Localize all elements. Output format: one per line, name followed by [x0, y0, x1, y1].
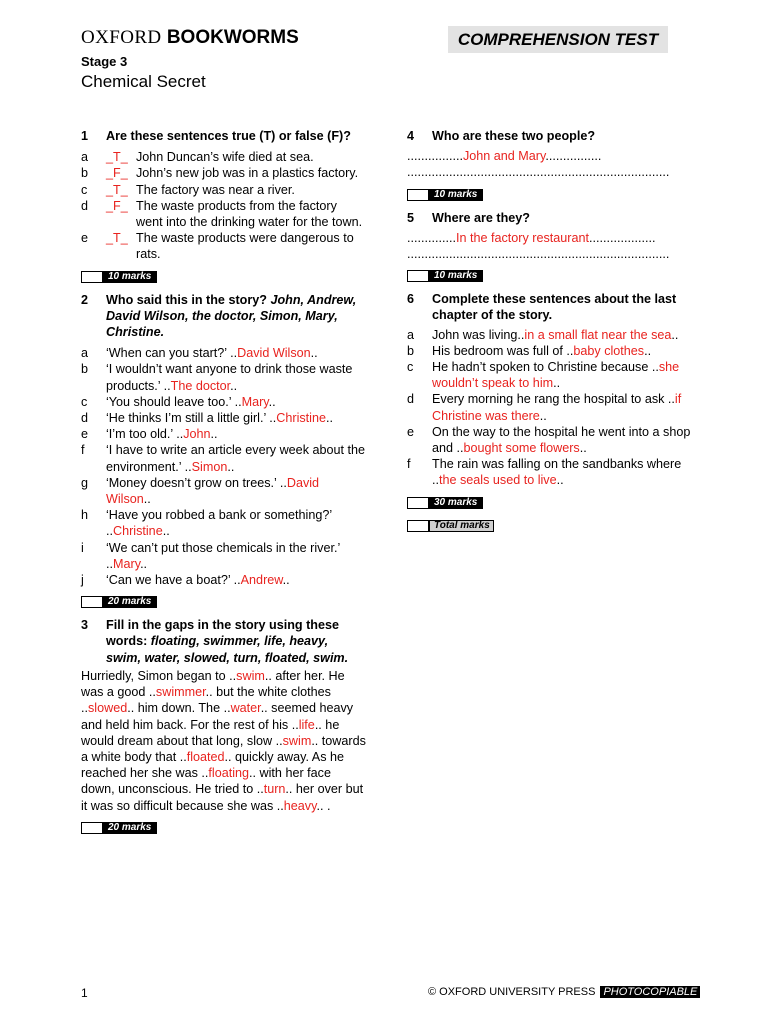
question-prompt	[106, 292, 366, 341]
question-title	[407, 291, 692, 323]
paragraph-text: .. her over but it was so difficult because she was ..	[81, 782, 364, 813]
score-entry-box[interactable]	[407, 189, 429, 201]
question-number: 3	[81, 618, 89, 633]
item-body	[106, 540, 366, 572]
item-letter: e	[81, 231, 89, 246]
word-bank: floating, swimmer, life, heavy, swim, water, slowed, turn, floated, swim.	[106, 634, 349, 665]
item-text: John’s new job was in a plastics factory.	[136, 166, 359, 181]
paragraph-text: .. .	[316, 798, 331, 813]
question-title	[81, 617, 366, 666]
item-letter: i	[81, 540, 84, 555]
right-column	[407, 128, 692, 541]
item-body	[106, 475, 366, 507]
item-body	[432, 424, 692, 456]
item-text: The waste products were dangerous to rats.	[136, 231, 354, 262]
item-body	[106, 361, 366, 393]
true-false-list	[81, 149, 366, 262]
test-type-label: COMPREHENSION TEST	[448, 26, 668, 53]
paragraph-text: .. seemed heavy and held him back. For the rest of his ..	[81, 701, 354, 732]
tf-answer: _F_	[106, 198, 128, 213]
list-item	[81, 572, 366, 588]
tf-answer: _T_	[106, 182, 128, 197]
item-body	[106, 410, 366, 426]
prompt-text: Who said this in the story?	[106, 292, 271, 307]
item-tail: ..	[326, 411, 333, 426]
stage-label: Stage 3	[81, 54, 128, 69]
item-text: ‘Have you robbed a bank or something?’ ..	[106, 508, 332, 539]
paragraph-text: .. quickly away. As he reached her she was ..	[81, 749, 344, 781]
item-text: On the way to the hospital he went into a shop and ..	[432, 424, 691, 456]
marks-box	[407, 270, 692, 282]
question-title	[407, 128, 692, 144]
paragraph-text: .. towards a white body that ..	[81, 733, 366, 764]
item-tail: ..	[310, 346, 318, 361]
prompt-text: Fill in the gaps in the story using these words:	[106, 618, 340, 649]
list-item	[81, 442, 366, 474]
marks-box	[81, 822, 366, 834]
score-entry-box[interactable]	[81, 822, 103, 834]
question-number: 1	[81, 129, 89, 143]
item-answer: Christine	[276, 411, 326, 426]
question-3	[81, 617, 366, 833]
item-answer: Andrew	[240, 573, 283, 588]
paragraph-text: .. with her face down, unconscious. He tried to ..	[81, 766, 331, 797]
score-entry-box[interactable]	[81, 271, 103, 283]
item-letter: g	[81, 475, 89, 490]
photocopiable-badge: PHOTOCOPIABLE	[600, 986, 700, 998]
item-text: The waste products from the factory went into the drinking water for the town.	[136, 198, 363, 230]
item-body	[432, 456, 692, 488]
question-title	[407, 210, 692, 226]
item-tail: ..	[579, 441, 587, 456]
gap-answer: turn	[263, 782, 286, 797]
marks-box	[81, 596, 366, 608]
question-1	[81, 128, 366, 283]
list-item	[81, 540, 366, 572]
item-answer: David Wilson	[237, 346, 311, 361]
gap-answer: swim	[282, 733, 312, 748]
item-answer: David Wilson	[106, 475, 320, 507]
item-letter: c	[407, 360, 414, 375]
list-item	[407, 359, 692, 391]
total-marks-label: Total marks	[429, 520, 494, 532]
marks-label: 30 marks	[429, 497, 483, 509]
page-number: 1	[81, 986, 88, 1000]
item-text: ‘Money doesn’t grow on trees.’ ..	[106, 475, 287, 490]
answer-line	[407, 148, 692, 164]
item-text: The factory was near a river.	[136, 182, 295, 197]
dots: ................	[545, 149, 602, 164]
answer-text: John and Mary	[462, 149, 546, 164]
item-text: ‘We can’t put those chemicals in the river.’ ..	[106, 540, 340, 571]
question-4	[407, 128, 692, 201]
item-tail: ..	[268, 394, 276, 409]
score-entry-box[interactable]	[407, 270, 429, 282]
item-letter: a	[81, 346, 89, 361]
list-item	[81, 410, 366, 426]
total-score-entry-box[interactable]	[407, 520, 429, 532]
item-body	[432, 391, 692, 423]
item-tail: ..	[230, 378, 238, 393]
question-prompt: Who are these two people?	[432, 129, 596, 143]
marks-box	[81, 271, 366, 283]
item-letter: a	[407, 327, 415, 342]
gap-answer: heavy	[283, 798, 317, 813]
item-answer: baby clothes	[573, 343, 645, 358]
list-item	[81, 394, 366, 410]
item-letter: d	[407, 392, 415, 407]
item-text: ‘He thinks I’m still a little girl.’ ..	[106, 411, 277, 426]
item-body	[106, 442, 366, 474]
question-5	[407, 210, 692, 283]
list-item	[407, 343, 692, 359]
list-item	[407, 327, 692, 343]
item-body	[432, 327, 692, 343]
question-prompt: Are these sentences true (T) or false (F)?	[106, 129, 351, 143]
item-text: ‘You should leave too.’ ..	[106, 394, 242, 409]
marks-label: 10 marks	[103, 271, 157, 283]
item-answer: The doctor	[170, 378, 231, 393]
list-item	[407, 456, 692, 488]
total-marks-box	[407, 520, 692, 532]
copyright-footer	[428, 986, 700, 998]
marks-label: 10 marks	[429, 270, 483, 282]
item-letter: b	[407, 343, 415, 358]
item-tail: ..	[143, 492, 151, 507]
item-letter: f	[407, 457, 411, 472]
tf-item	[81, 182, 366, 198]
tf-item	[81, 165, 366, 181]
book-title: Chemical Secret	[81, 72, 206, 91]
item-answer: Simon	[191, 459, 228, 474]
question-number: 2	[81, 292, 89, 307]
paragraph-text: .. but the white clothes ..	[81, 685, 331, 716]
question-prompt: Where are they?	[432, 210, 530, 225]
question-prompt	[106, 617, 366, 666]
item-answer: the seals used to live	[439, 473, 557, 488]
item-answer: in a small flat near the sea	[524, 327, 672, 342]
gap-answer: floated	[186, 749, 225, 764]
question-2	[81, 292, 366, 609]
gap-answer: life	[298, 717, 315, 732]
tf-answer: _F_	[106, 166, 128, 181]
paragraph-text: Hurriedly, Simon began to ..	[81, 668, 237, 683]
question-prompt: Complete these sentences about the last chapter of the story.	[432, 292, 677, 323]
item-tail: ..	[162, 524, 170, 539]
brand-bookworms: BOOKWORMS	[166, 27, 299, 48]
tf-answer: _T_	[106, 150, 128, 165]
gap-answer: floating	[208, 766, 250, 781]
gap-answer: water	[230, 701, 261, 716]
paragraph-text: .. he would dream about that long, slow ..	[81, 717, 340, 748]
copyright-text: © OXFORD UNIVERSITY PRESS	[428, 986, 596, 998]
blank-answer-line: ...........................................................................	[407, 247, 670, 262]
tf-answer: _T_	[106, 231, 128, 246]
item-tail: ..	[539, 408, 547, 423]
gap-answer: swim	[236, 668, 265, 683]
item-text: ‘When can you start?’ ..	[106, 346, 238, 361]
item-answer: she wouldn’t speak to him	[432, 360, 680, 391]
item-text: John Duncan’s wife died at sea.	[136, 150, 314, 165]
list-item	[81, 475, 366, 507]
name-options: John, Andrew, David Wilson, the doctor, Simon, Mary, Christine.	[106, 292, 357, 340]
item-tail: ..	[140, 556, 148, 571]
item-body	[106, 572, 366, 588]
list-item	[407, 424, 692, 456]
question-number: 4	[407, 129, 415, 143]
gap-fill-paragraph	[81, 668, 366, 814]
marks-label: 10 marks	[429, 189, 483, 201]
paragraph-text: .. him down. The ..	[127, 701, 231, 716]
item-tail: ..	[210, 427, 218, 442]
item-tail: ..	[227, 459, 235, 474]
item-letter: c	[81, 394, 88, 409]
item-tail: ..	[644, 343, 652, 358]
item-answer: John	[183, 427, 211, 442]
item-tail: ..	[282, 573, 290, 588]
list-item	[81, 426, 366, 442]
tf-item	[81, 230, 366, 262]
item-text: The rain was falling on the sandbanks where ..	[432, 457, 682, 488]
question-title	[81, 128, 366, 144]
marks-box	[407, 497, 692, 509]
item-letter: a	[81, 150, 89, 165]
marks-label: 20 marks	[103, 822, 157, 834]
question-title	[81, 292, 366, 341]
item-body	[432, 343, 692, 359]
item-text: His bedroom was full of ..	[432, 343, 574, 358]
item-letter: f	[81, 443, 85, 458]
tf-item	[81, 198, 366, 230]
item-body	[106, 345, 366, 361]
item-letter: d	[81, 411, 89, 426]
item-letter: h	[81, 508, 89, 523]
quote-list	[81, 345, 366, 588]
gap-answer: swimmer	[155, 685, 206, 700]
answer-text: In the factory restaurant	[456, 230, 590, 245]
item-text: ‘Can we have a boat?’ ..	[106, 573, 241, 588]
question-number: 5	[407, 210, 415, 225]
item-tail: ..	[553, 376, 561, 391]
item-answer: Christine	[113, 524, 163, 539]
item-letter: e	[81, 427, 89, 442]
dots: ..............	[407, 230, 456, 245]
item-answer: bought some flowers	[463, 441, 580, 456]
item-text: John was living..	[432, 327, 525, 342]
list-item	[81, 361, 366, 393]
dots: ...................	[589, 230, 656, 245]
item-text: ‘I wouldn’t want anyone to drink those waste products.’ ..	[106, 362, 353, 393]
item-answer: Mary	[113, 556, 141, 571]
item-body	[432, 359, 692, 391]
marks-box	[407, 189, 692, 201]
dots: ................	[407, 149, 463, 164]
item-letter: b	[81, 166, 89, 181]
item-body	[106, 394, 366, 410]
item-body	[106, 507, 366, 539]
item-text: ‘I have to write an article every week about the environment.’ ..	[106, 443, 366, 474]
question-number: 6	[407, 292, 415, 307]
question-6	[407, 291, 692, 531]
paragraph-text: .. after her. He was a good ..	[81, 668, 345, 700]
score-entry-box[interactable]	[407, 497, 429, 509]
item-letter: c	[81, 182, 88, 197]
item-text: ‘I’m too old.’ ..	[106, 427, 184, 442]
item-letter: d	[81, 198, 89, 213]
series-logo	[81, 27, 299, 49]
marks-label: 20 marks	[103, 596, 157, 608]
item-answer: Mary	[241, 394, 269, 409]
item-letter: j	[81, 573, 84, 588]
gap-answer: slowed	[88, 701, 128, 716]
blank-answer-line: ...........................................................................	[407, 165, 670, 180]
score-entry-box[interactable]	[81, 596, 103, 608]
brand-oxford: OXFORD	[81, 27, 162, 48]
list-item	[81, 345, 366, 361]
item-answer: if Christine was there	[432, 392, 682, 423]
item-body	[106, 426, 366, 442]
sentence-completion-list	[407, 327, 692, 489]
tf-item	[81, 149, 366, 165]
item-text: Every morning he rang the hospital to ask ..	[432, 392, 675, 407]
item-letter: b	[81, 362, 89, 377]
answer-line	[407, 230, 692, 246]
list-item	[81, 507, 366, 539]
left-column	[81, 128, 366, 843]
item-tail: ..	[671, 327, 679, 342]
item-letter: e	[407, 424, 415, 439]
list-item	[407, 391, 692, 423]
item-text: He hadn’t spoken to Christine because ..	[432, 360, 659, 375]
item-tail: ..	[556, 473, 564, 488]
